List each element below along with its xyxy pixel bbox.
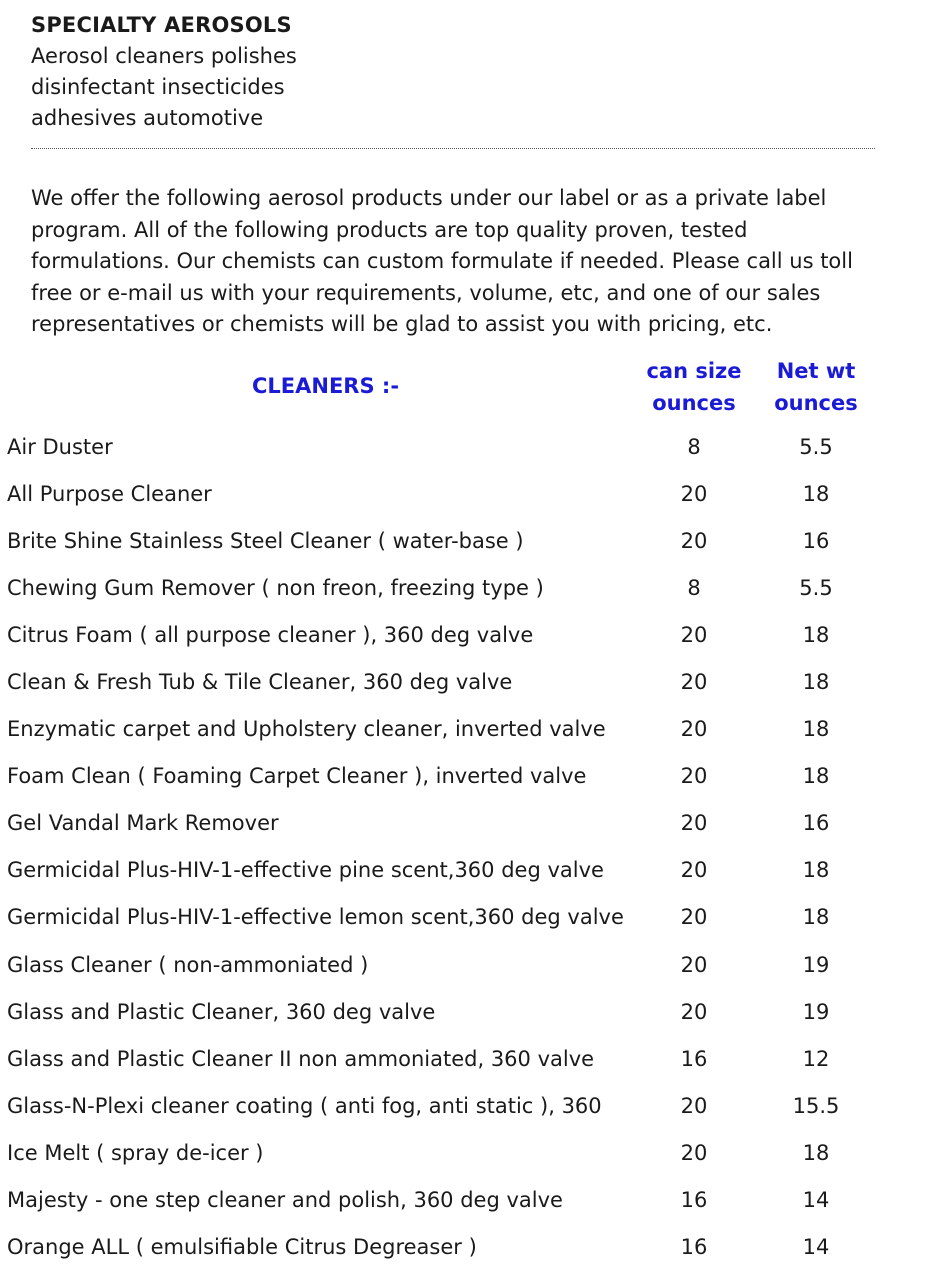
table-row xyxy=(0,896,943,943)
product-name: Majesty - one step cleaner and polish, 360 deg valve xyxy=(7,1187,563,1212)
table-row xyxy=(0,708,943,755)
can-size-value: 20 xyxy=(680,905,708,930)
net-wt-value: 12 xyxy=(802,1046,830,1071)
product-name: Chewing Gum Remover ( non freon, freezing type ) xyxy=(7,576,544,601)
can-size-value: 20 xyxy=(680,717,708,742)
net-wt-value: 18 xyxy=(802,764,830,789)
table-row xyxy=(0,614,943,661)
page-title: SPECIALTY AEROSOLS xyxy=(31,13,292,37)
section-heading-cleaners: CLEANERS :- xyxy=(252,374,400,398)
can-size-value: 16 xyxy=(680,1046,708,1071)
page-header xyxy=(31,10,891,134)
can-size-value: 20 xyxy=(680,858,708,883)
can-size-value: 8 xyxy=(687,435,701,459)
product-name: Enzymatic carpet and Upholstery cleaner, inverted valve xyxy=(7,717,606,742)
table-row xyxy=(0,1038,943,1085)
table-row xyxy=(0,849,943,896)
product-name: Gel Vandal Mark Remover xyxy=(7,811,279,836)
net-wt-value: 18 xyxy=(802,905,830,930)
product-name: Citrus Foam ( all purpose cleaner ), 360 deg valve xyxy=(7,623,534,648)
net-wt-value: 14 xyxy=(802,1234,830,1259)
table-row xyxy=(0,802,943,849)
net-wt-value: 18 xyxy=(802,858,830,883)
column-header-can-size-line-1: can size xyxy=(646,359,742,383)
net-wt-value: 16 xyxy=(802,529,830,554)
net-wt-value: 19 xyxy=(802,999,830,1024)
table-header xyxy=(0,355,943,419)
column-header-net-wt-line-1: Net wt xyxy=(776,359,856,383)
net-wt-value: 19 xyxy=(802,952,830,977)
column-header-net-wt xyxy=(746,355,886,419)
intro-paragraph: We offer the following aerosol products under our label or as a private label program. All of the following products are top quality proven, tested formulations. Our chemists can custom formulate if needed. Please call us toll free or e-mail us with your requirements, volume, etc, and one of our sales representatives or chemists will be glad to assist you with pricing, etc. xyxy=(31,186,853,336)
can-size-value: 20 xyxy=(680,529,708,554)
table-row xyxy=(0,1179,943,1226)
header-subtitle-line-1: Aerosol cleaners polishes xyxy=(31,44,297,68)
can-size-value: 20 xyxy=(680,1140,708,1165)
table-row xyxy=(0,473,943,520)
product-name: Ice Melt ( spray de-icer ) xyxy=(7,1140,264,1165)
table-row xyxy=(0,991,943,1038)
can-size-value: 20 xyxy=(680,482,708,507)
product-name: Germicidal Plus-HIV-1-effective pine scent,360 deg valve xyxy=(7,858,604,883)
column-header-can-size xyxy=(624,355,764,419)
product-name: Glass Cleaner ( non-ammoniated ) xyxy=(7,952,369,977)
product-name: Foam Clean ( Foaming Carpet Cleaner ), inverted valve xyxy=(7,764,587,789)
can-size-value: 20 xyxy=(680,670,708,695)
net-wt-value: 18 xyxy=(802,482,830,507)
table-row xyxy=(0,755,943,802)
product-name: All Purpose Cleaner xyxy=(7,482,212,507)
table-row xyxy=(0,426,943,473)
can-size-value: 20 xyxy=(680,999,708,1024)
table-row xyxy=(0,1132,943,1179)
can-size-value: 20 xyxy=(680,952,708,977)
table-row xyxy=(0,567,943,614)
net-wt-value: 18 xyxy=(802,1140,830,1165)
can-size-value: 20 xyxy=(680,1093,708,1118)
can-size-value: 20 xyxy=(680,811,708,836)
table-row xyxy=(0,520,943,567)
column-header-can-size-line-2: ounces xyxy=(652,391,736,415)
product-name: Glass and Plastic Cleaner, 360 deg valve xyxy=(7,999,436,1024)
product-name: Brite Shine Stainless Steel Cleaner ( water-base ) xyxy=(7,529,524,554)
net-wt-value: 5.5 xyxy=(799,576,833,601)
table-row xyxy=(0,944,943,991)
product-name: Air Duster xyxy=(7,435,113,459)
column-header-net-wt-line-2: ounces xyxy=(774,391,858,415)
header-subtitle-line-2: disinfectant insecticides xyxy=(31,75,285,99)
can-size-value: 20 xyxy=(680,764,708,789)
product-name: Clean & Fresh Tub & Tile Cleaner, 360 deg valve xyxy=(7,670,513,695)
header-subtitle-line-3: adhesives automotive xyxy=(31,106,264,130)
can-size-value: 8 xyxy=(687,576,701,601)
product-name: Glass and Plastic Cleaner II non ammoniated, 360 valve xyxy=(7,1046,595,1071)
net-wt-value: 16 xyxy=(802,811,830,836)
can-size-value: 16 xyxy=(680,1187,708,1212)
product-table xyxy=(0,426,943,1273)
net-wt-value: 14 xyxy=(802,1187,830,1212)
table-row xyxy=(0,1085,943,1132)
net-wt-value: 5.5 xyxy=(799,435,833,459)
net-wt-value: 18 xyxy=(802,623,830,648)
net-wt-value: 18 xyxy=(802,717,830,742)
product-name: Orange ALL ( emulsifiable Citrus Degreaser ) xyxy=(7,1234,477,1259)
net-wt-value: 15.5 xyxy=(792,1093,840,1118)
dotted-divider xyxy=(31,148,875,149)
table-row xyxy=(0,661,943,708)
product-name: Germicidal Plus-HIV-1-effective lemon scent,360 deg valve xyxy=(7,905,624,930)
product-name: Glass-N-Plexi cleaner coating ( anti fog, anti static ), 360 xyxy=(7,1093,602,1118)
can-size-value: 20 xyxy=(680,623,708,648)
net-wt-value: 18 xyxy=(802,670,830,695)
can-size-value: 16 xyxy=(680,1234,708,1259)
